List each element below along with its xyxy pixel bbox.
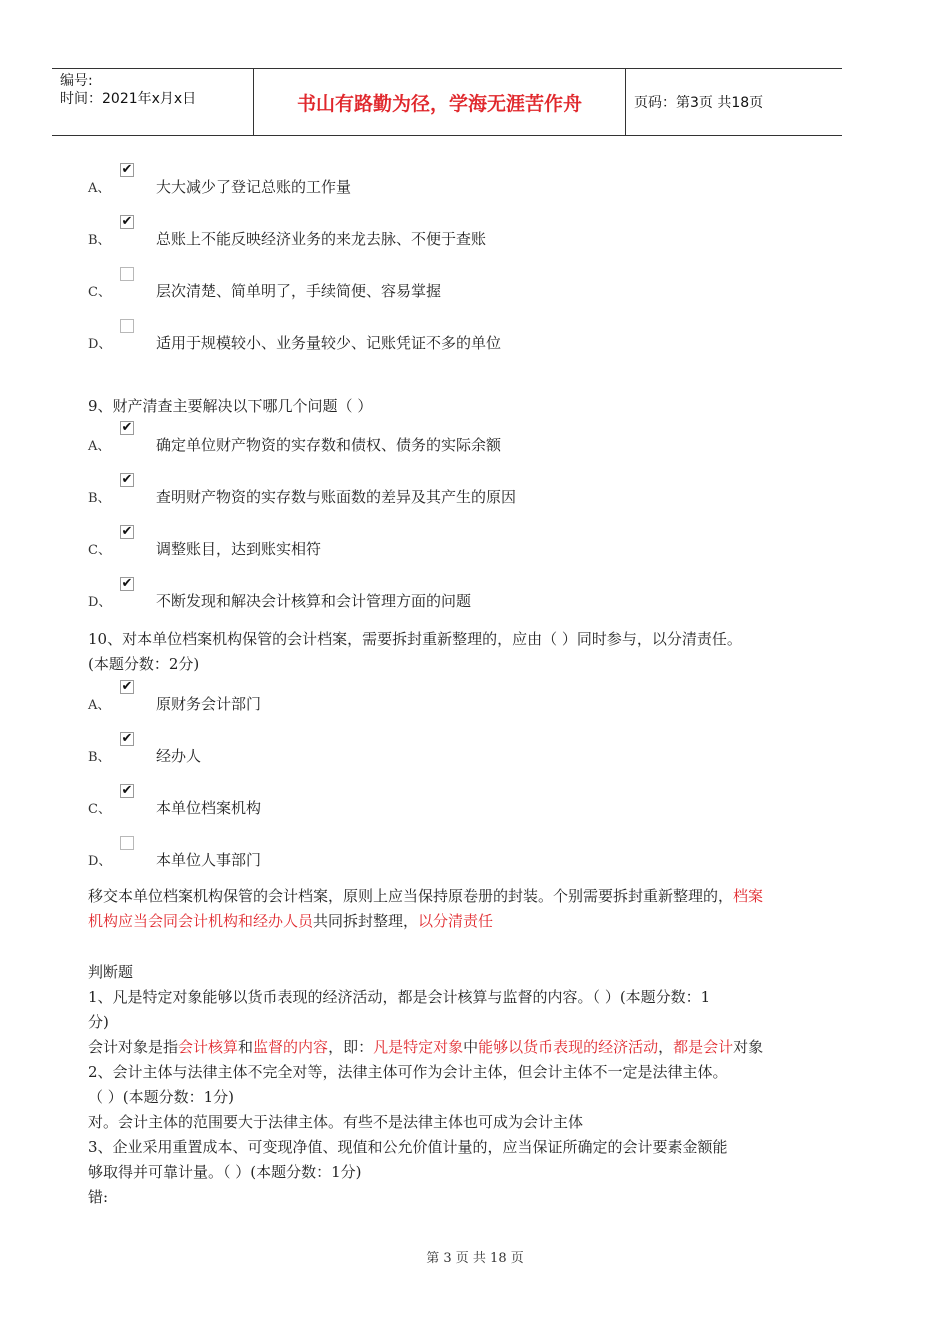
answer-highlight: 会计核算 xyxy=(178,1038,239,1056)
page-footer: 第 3 页 共 18 页 xyxy=(426,1251,524,1266)
answer-highlight: 监督的内容 xyxy=(253,1038,329,1056)
q9-question: 9、财产清查主要解决以下哪几个问题（ ） xyxy=(88,397,373,415)
option-letter: A、 xyxy=(88,181,111,196)
option-letter: A、 xyxy=(88,439,111,454)
option-text: 经办人 xyxy=(156,747,202,765)
answer-highlight: 都是会计 xyxy=(673,1038,734,1056)
option-text: 本单位人事部门 xyxy=(156,851,262,869)
header-page-info: 页码：第3页 共18页 xyxy=(634,95,764,111)
page-header xyxy=(52,68,842,136)
option-letter: D、 xyxy=(88,337,112,352)
note-highlight: 档案 xyxy=(733,887,764,905)
option-text: 层次清楚、简单明了，手续简便、容易掌握 xyxy=(156,282,442,300)
option-text: 不断发现和解决会计核算和会计管理方面的问题 xyxy=(156,592,472,610)
option-text: 确定单位财产物资的实存数和债权、债务的实际余额 xyxy=(156,436,502,454)
checkmark-icon[interactable]: ✔ xyxy=(121,783,133,798)
option-letter: C、 xyxy=(88,285,111,300)
judge-q1-line2: 分) xyxy=(88,1013,109,1031)
judge-q2-line1: 2、会计主体与法律主体不完全对等，法律主体可作为会计主体，但会计主体不一定是法律主体。 xyxy=(88,1063,728,1081)
note-text: 移交本单位档案机构保管的会计档案，原则上应当保持原卷册的封装。个别需要拆封重新整理的， xyxy=(88,887,734,905)
note-highlight: 机构应当会同会计机构和经办人员 xyxy=(88,912,314,930)
judge-q3-line1: 3、企业采用重置成本、可变现净值、现值和公允价值计量的，应当保证所确定的会计要素金额能 xyxy=(88,1138,728,1156)
q10-note-line1 xyxy=(88,886,763,906)
option-letter: A、 xyxy=(88,698,111,713)
option-row xyxy=(88,525,788,565)
header-meta xyxy=(52,69,254,135)
answer-text: 中 xyxy=(463,1038,479,1056)
option-letter: B、 xyxy=(88,750,111,765)
option-text: 总账上不能反映经济业务的来龙去脉、不便于查账 xyxy=(156,230,487,248)
judge-a3: 错: xyxy=(88,1188,109,1206)
option-row xyxy=(88,215,788,255)
judge-a2: 对。会计主体的范围要大于法律主体。有些不是法律主体也可成为会计主体 xyxy=(88,1113,584,1131)
answer-text: 会计对象是指 xyxy=(88,1038,179,1056)
answer-highlight: 凡是特定对象 xyxy=(373,1038,464,1056)
checkmark-icon[interactable]: ✔ xyxy=(121,679,133,694)
q10-question-line2: (本题分数：2分) xyxy=(88,655,200,673)
checkmark-icon[interactable]: ✔ xyxy=(121,162,133,177)
option-text: 适用于规模较小、业务量较少、记账凭证不多的单位 xyxy=(156,334,502,352)
answer-text: ， xyxy=(658,1038,674,1056)
checkmark-icon[interactable]: ✔ xyxy=(121,576,133,591)
q10-question-line1: 10、对本单位档案机构保管的会计档案，需要拆封重新整理的，应由（ ）同时参与，以分清责任。 xyxy=(88,630,742,648)
option-row xyxy=(88,267,788,307)
note-text: 共同拆封整理， xyxy=(313,912,419,930)
option-row xyxy=(88,319,788,359)
checkmark-icon[interactable]: ✔ xyxy=(121,731,133,746)
option-letter: C、 xyxy=(88,802,111,817)
judge-q3-line2: 够取得并可靠计量。（ ）(本题分数：1分) xyxy=(88,1163,362,1181)
option-row xyxy=(88,732,788,772)
option-text: 大大减少了登记总账的工作量 xyxy=(156,178,352,196)
option-row xyxy=(88,473,788,513)
note-highlight: 以分清责任 xyxy=(418,912,494,930)
answer-highlight: 能够以货币表现的经济活动 xyxy=(478,1038,659,1056)
answer-text: 对象 xyxy=(733,1038,764,1056)
header-motto: 书山有路勤为径，学海无涯苦作舟 xyxy=(254,69,626,135)
code-label: 编号: xyxy=(60,73,93,89)
option-letter: D、 xyxy=(88,595,112,610)
date-label: 时间：2021年x月x日 xyxy=(60,91,197,107)
judge-q1-line1: 1、凡是特定对象能够以货币表现的经济活动，都是会计核算与监督的内容。（ ）(本题分数：1 xyxy=(88,988,711,1006)
empty-checkbox-icon[interactable] xyxy=(120,836,134,850)
judge-section-title: 判断题 xyxy=(88,963,134,981)
option-text: 原财务会计部门 xyxy=(156,695,262,713)
option-row xyxy=(88,680,788,720)
empty-checkbox-icon[interactable] xyxy=(120,319,134,333)
option-row xyxy=(88,836,788,876)
checkmark-icon[interactable]: ✔ xyxy=(121,214,133,229)
option-letter: B、 xyxy=(88,233,111,248)
checkmark-icon[interactable]: ✔ xyxy=(121,524,133,539)
option-row xyxy=(88,163,788,203)
q10-note-line2 xyxy=(88,911,493,931)
checkmark-icon[interactable]: ✔ xyxy=(121,420,133,435)
option-letter: D、 xyxy=(88,854,112,869)
option-row xyxy=(88,421,788,461)
judge-q2-line2: （ ）(本题分数：1分) xyxy=(88,1088,235,1106)
option-letter: C、 xyxy=(88,543,111,558)
option-letter: B、 xyxy=(88,491,111,506)
empty-checkbox-icon[interactable] xyxy=(120,267,134,281)
answer-text: 和 xyxy=(238,1038,254,1056)
option-row xyxy=(88,784,788,824)
option-text: 调整账目，达到账实相符 xyxy=(156,540,322,558)
option-text: 本单位档案机构 xyxy=(156,799,262,817)
checkmark-icon[interactable]: ✔ xyxy=(121,472,133,487)
answer-text: ，即： xyxy=(328,1038,374,1056)
option-row xyxy=(88,577,788,617)
option-text: 查明财产物资的实存数与账面数的差异及其产生的原因 xyxy=(156,488,517,506)
judge-a1 xyxy=(88,1037,763,1057)
